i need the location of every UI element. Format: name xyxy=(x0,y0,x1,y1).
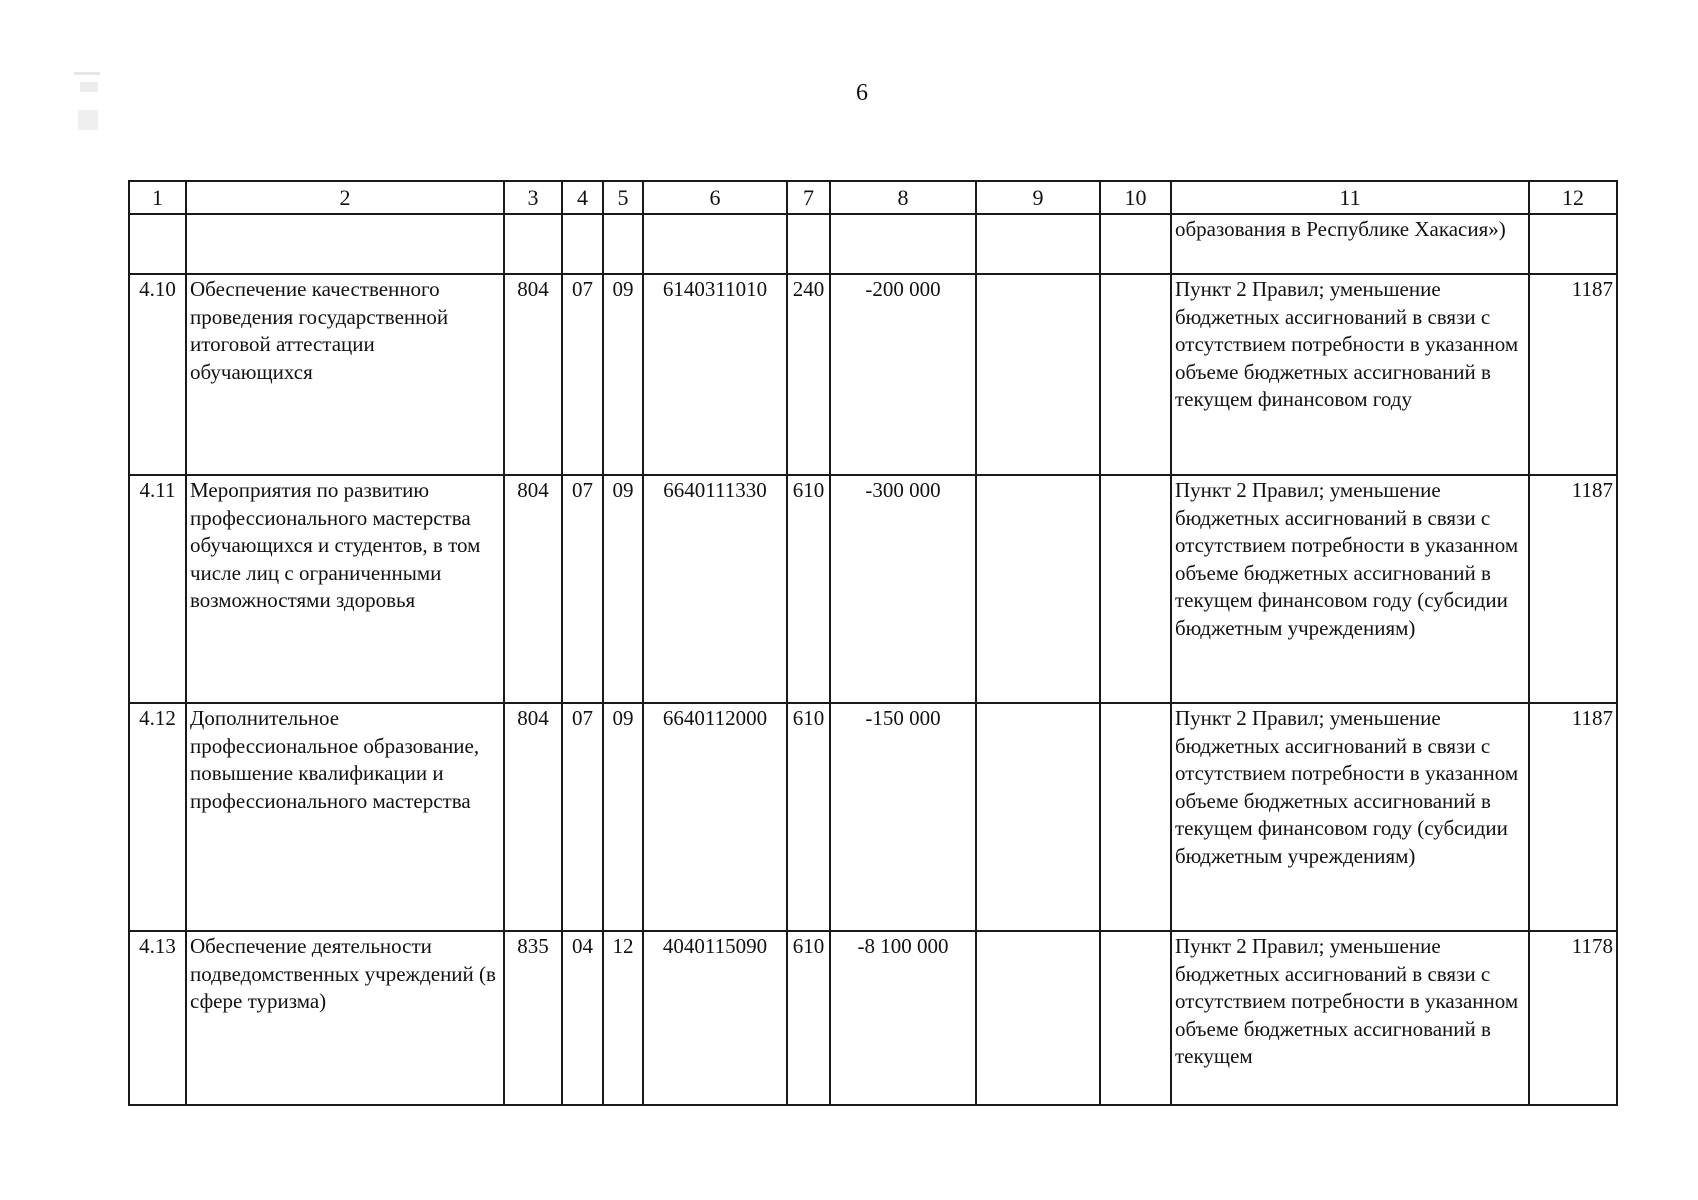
header-cell: 12 xyxy=(1529,181,1617,214)
code-cell: 09 xyxy=(603,274,643,475)
code-cell: 07 xyxy=(562,703,603,931)
table-row xyxy=(129,475,1617,703)
table-cell xyxy=(186,214,504,274)
code-cell: 6640111330 xyxy=(643,475,787,703)
header-cell: 6 xyxy=(643,181,787,214)
amount-cell: -200 000 xyxy=(830,274,976,475)
row-number-cell: 4.11 xyxy=(129,475,186,703)
header-cell: 9 xyxy=(976,181,1100,214)
table-cell xyxy=(562,214,603,274)
amount-cell: -300 000 xyxy=(830,475,976,703)
table-row xyxy=(129,703,1617,931)
header-cell: 10 xyxy=(1100,181,1171,214)
reference-cell: 1187 xyxy=(1529,703,1617,931)
code-cell: 6640112000 xyxy=(643,703,787,931)
reference-cell: 1187 xyxy=(1529,475,1617,703)
table-cell xyxy=(976,274,1100,475)
table-row xyxy=(129,931,1617,1105)
row-number-cell: 4.12 xyxy=(129,703,186,931)
code-cell: 6140311010 xyxy=(643,274,787,475)
reference-cell: 1187 xyxy=(1529,274,1617,475)
table-cell xyxy=(1529,214,1617,274)
code-cell: 804 xyxy=(504,703,562,931)
header-cell: 2 xyxy=(186,181,504,214)
table-cell xyxy=(976,703,1100,931)
table-cell xyxy=(976,931,1100,1105)
table-cell xyxy=(976,475,1100,703)
item-name-cell: Обеспечение качественного проведения государственной итоговой аттестации обучающихся xyxy=(186,274,504,475)
page-number: 6 xyxy=(856,80,868,106)
header-cell: 8 xyxy=(830,181,976,214)
table-cell xyxy=(787,214,830,274)
row-number-cell: 4.13 xyxy=(129,931,186,1105)
table-cell xyxy=(1100,703,1171,931)
table-cell xyxy=(129,214,186,274)
code-cell: 04 xyxy=(562,931,603,1105)
table-cell xyxy=(1100,214,1171,274)
justification-cell: образования в Республике Хакасия») xyxy=(1171,214,1529,274)
header-cell: 5 xyxy=(603,181,643,214)
justification-cell: Пункт 2 Правил; уменьшение бюджетных ассигнований в связи с отсутствием потребности в указанном объеме бюджетных ассигнований в текущем финансовом году xyxy=(1171,274,1529,475)
item-name-cell: Обеспечение деятельности подведомственных учреждений (в сфере туризма) xyxy=(186,931,504,1105)
table-cell xyxy=(1100,274,1171,475)
code-cell: 804 xyxy=(504,274,562,475)
header-cell: 11 xyxy=(1171,181,1529,214)
code-cell: 240 xyxy=(787,274,830,475)
table-row xyxy=(129,274,1617,475)
header-cell: 3 xyxy=(504,181,562,214)
amount-cell: -8 100 000 xyxy=(830,931,976,1105)
table-cell xyxy=(1100,931,1171,1105)
justification-cell: Пункт 2 Правил; уменьшение бюджетных ассигнований в связи с отсутствием потребности в указанном объеме бюджетных ассигнований в текущем финансовом году (субсидии бюджетным учреждениям) xyxy=(1171,703,1529,931)
code-cell: 4040115090 xyxy=(643,931,787,1105)
code-cell: 610 xyxy=(787,475,830,703)
table-cell xyxy=(504,214,562,274)
justification-cell: Пункт 2 Правил; уменьшение бюджетных ассигнований в связи с отсутствием потребности в указанном объеме бюджетных ассигнований в текущем xyxy=(1171,931,1529,1105)
code-cell: 835 xyxy=(504,931,562,1105)
budget-table xyxy=(128,180,1618,1106)
reference-cell: 1178 xyxy=(1529,931,1617,1105)
justification-cell: Пункт 2 Правил; уменьшение бюджетных ассигнований в связи с отсутствием потребности в указанном объеме бюджетных ассигнований в текущем финансовом году (субсидии бюджетным учреждениям) xyxy=(1171,475,1529,703)
code-cell: 07 xyxy=(562,274,603,475)
code-cell: 610 xyxy=(787,703,830,931)
item-name-cell: Мероприятия по развитию профессионального мастерства обучающихся и студентов, в том числе лиц с ограниченными возможностями здоровья xyxy=(186,475,504,703)
table-cell xyxy=(603,214,643,274)
table-header-row xyxy=(129,181,1617,214)
code-cell: 09 xyxy=(603,475,643,703)
header-cell: 7 xyxy=(787,181,830,214)
item-name-cell: Дополнительное профессиональное образование, повышение квалификации и профессионального мастерства xyxy=(186,703,504,931)
row-number-cell: 4.10 xyxy=(129,274,186,475)
code-cell: 07 xyxy=(562,475,603,703)
code-cell: 610 xyxy=(787,931,830,1105)
header-cell: 1 xyxy=(129,181,186,214)
table-cell xyxy=(830,214,976,274)
table-row-continuation xyxy=(129,214,1617,274)
table-cell xyxy=(1100,475,1171,703)
table-cell xyxy=(643,214,787,274)
header-cell: 4 xyxy=(562,181,603,214)
amount-cell: -150 000 xyxy=(830,703,976,931)
code-cell: 12 xyxy=(603,931,643,1105)
code-cell: 09 xyxy=(603,703,643,931)
code-cell: 804 xyxy=(504,475,562,703)
table-cell xyxy=(976,214,1100,274)
